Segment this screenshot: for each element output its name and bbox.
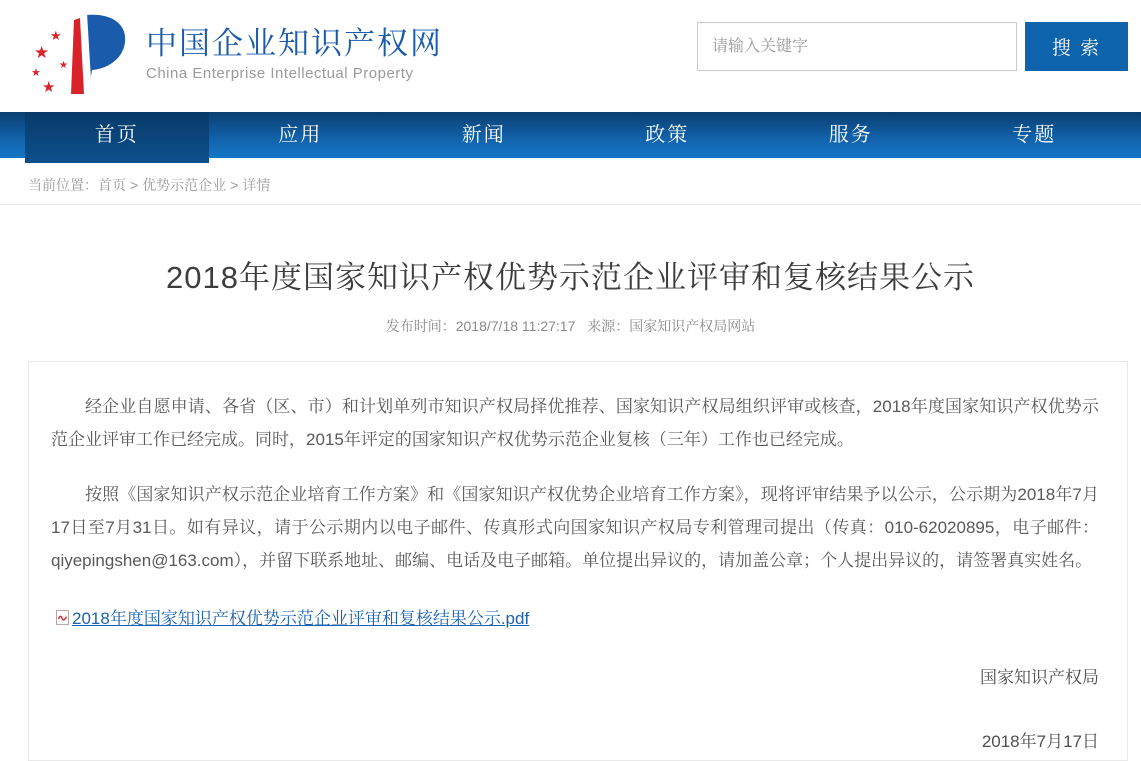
site-name: 中国企业知识产权网 [146,25,443,61]
breadcrumb-item[interactable]: 优势示范企业 [142,177,227,193]
nav-item-4[interactable]: 服务 [828,124,873,146]
site-subtitle: China Enterprise Intellectual Property [146,64,414,82]
nav-item-5[interactable]: 专题 [1012,124,1057,146]
article-body [28,361,1128,761]
nav-item-2[interactable]: 新闻 [461,124,506,146]
article-title: 2018年度国家知识产权优势示范企业评审和复核结果公示 [166,260,975,295]
svg-text:★: ★ [31,67,41,79]
attachment-row [51,604,1099,629]
svg-text:★: ★ [50,28,62,43]
signature-org: 国家知识产权局 [980,668,1099,687]
breadcrumb-separator: > [230,177,239,193]
breadcrumb-item: 详情 [242,177,271,193]
breadcrumb-separator: > [130,177,139,193]
publish-time: 发布时间：2018/7/18 11:27:17 [385,318,576,334]
breadcrumb-item[interactable]: 首页 [98,177,126,193]
nav-item-1[interactable]: 应用 [278,124,323,146]
svg-text:★: ★ [34,43,50,62]
breadcrumb [0,158,1141,205]
article-meta [0,316,1141,336]
cip-logo-icon [30,10,130,98]
nav-item-0[interactable]: 首页 [25,110,209,163]
main-nav [0,112,1141,158]
pdf-attachment-link[interactable] [56,604,529,629]
pdf-icon [56,610,69,625]
article-source: 来源：国家知识产权局网站 [587,318,756,334]
article-paragraph: 按照《国家知识产权示范企业培育工作方案》和《国家知识产权优势企业培育工作方案》，现将评审结果予以公示，公示期为2018年7月17日至7月31日。如有异议，请于公示期内以电子邮件、传真形式向国家知识产权局专利管理司提出（传真：010-62020895，电子邮件：qiyepingshen@163.com），并留下联系地址、邮编、电话及电子邮箱。单位提出异议的，请加盖公章；个人提出异议的，请签署真实姓名。 [51,485,1099,570]
search-bar [697,22,1128,71]
nav-item-3[interactable]: 政策 [645,124,690,146]
site-logo[interactable] [30,10,443,98]
breadcrumb-prefix: 当前位置： [28,177,98,193]
site-header [0,0,1141,112]
svg-text:★: ★ [59,60,68,71]
logo-text [146,27,443,82]
search-input[interactable] [697,22,1017,71]
pdf-attachment-label: 2018年度国家知识产权优势示范企业评审和复核结果公示.pdf [72,609,530,628]
breadcrumb-items [98,177,270,193]
article-paragraph: 经企业自愿申请、各省（区、市）和计划单列市知识产权局择优推荐、国家知识产权局组织评审或核查，2018年度国家知识产权优势示范企业评审工作已经完成。同时，2015年评定的国家知识产权优势示范企业复核（三年）工作也已经完成。 [51,397,1099,449]
search-button[interactable]: 搜 索 [1025,22,1128,71]
svg-text:★: ★ [42,79,56,96]
signature-date: 2018年7月17日 [981,732,1099,751]
